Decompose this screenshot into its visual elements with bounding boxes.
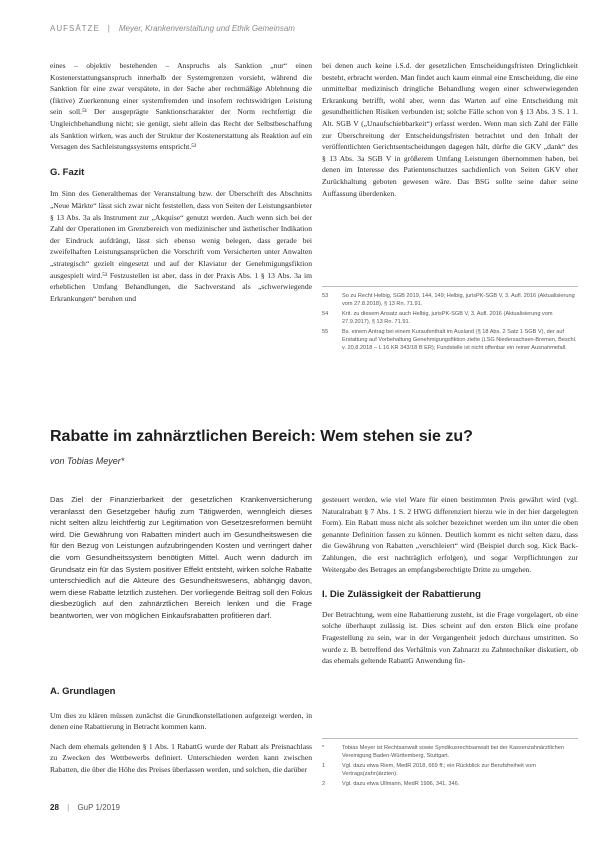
header-section: AUFSÄTZE (50, 24, 100, 33)
footnote-text: So zu Recht Helbig, SGB 2019, 144, 149; Helbig, jurisPK-SGB V, 3. Aufl. 2016 (Aktualisierung vom 27.8.2018), § 13 Rn. 71.91. (342, 293, 575, 307)
grundlagen-paragraph-2: Nach dem ehemals geltenden § 1 Abs. 1 RabattG wurde der Rabatt als Preisnachlass zu Zwecken des Wettbewerbs definiert. Unterschieden werden kann zwischen Rabatten, die über die Höhe des Preises überlassen werden, und solchen, die darüber (50, 741, 312, 774)
right-paragraph-1: gesteuert werden, wie viel Ware für einen bestimmten Preis gewährt wird (vgl. Naturalrabatt § 7 Abs. 1 S. 2 HWG differenziert hierzu wie in der hier dargelegten Form). Ein Rabatt muss nicht als solcher bezeichnet werden um ihn unter die oben genannte Definition fassen zu können. Deutlich kommt es nicht selten dazu, dass die Gewährung von Rabatten „verschleiert“ wird (Beispiel durch sog. Kick Back-Zahlungen, die erst nachträglich erfolgen), und sogar Verpflichtungen zur Weitergabe des Betrages an empfangsberechtigte Dritte zu umgehen. (322, 495, 578, 574)
footnote-text: Vgl. dazu etwa Riem, MedR 2018, 669 ff.; ein Rückblick zur Berufsfreiheit vom Vertrags(zahn)ärzten). (342, 763, 536, 777)
footnote-rule (322, 286, 578, 287)
top-left-paragraph-2: Im Sinn des Generalthemas der Veranstaltung bzw. der Überschrift des Abschnitts „Neue Märkte“ lässt sich zwar nicht feststellen, dass von Seiten der Leistungsanbieter § 13 Abs. 3a als Instrument zur „Akquise“ genutzt werden. Auch wenn sich bei der Zahl der Operationen im Grenzbereich von medizinischer und ästhetischer Indikation der Eindruck aufdrängt, lässt sich ebenso wenig belegen, dass gerade bei zweifelhaften Leistungsansprüchen die Vorschrift vom Versicherten unter Anwalten „strategisch“ gezielt eingesetzt und auf der Klaviatur der Genehmigungsfiktion ausgespielt wird.⁵³ Festzustellen ist aber, dass in der Praxis Abs. 1 § 13 Abs. 3a im erheblichen Umfang Behandlungen, die Sachverstand als „schwerwiegende Erkrankungen“ beruhen und (50, 189, 312, 303)
footnote-item (322, 762, 578, 778)
article-title: Rabatte im zahnärztlichen Bereich: Wem stehen sie zu? (50, 428, 473, 445)
footnote-item (322, 744, 578, 760)
top-right-column (322, 60, 578, 199)
article-right-column (322, 494, 578, 667)
top-footnotes (322, 292, 578, 354)
article-footnotes (322, 744, 578, 790)
footnote-text: Krit. zu diesem Ansatz auch Helbig, jurisPK-SGB V, 3. Aufl. 2016 (Aktualisierung vom 27.9.2017), § 13 Rn. 71.91. (342, 311, 553, 325)
footnote-number: 1 (322, 763, 326, 769)
header-subtitle: Meyer, Krankenverstaltung und Ethik Gemeinsam (118, 24, 295, 33)
footer-separator: | (67, 803, 70, 812)
grundlagen-paragraph-1: Um dies zu klären müssen zunächst die Grundkonstellationen aufgezeigt werden, in denen eine Rabattierung in Betracht kommen kann. (50, 710, 312, 732)
top-right-paragraph-1: bei denen auch keine i.S.d. der gesetzlichen Entscheidungsfristen Dringlichkeit besteht, erbracht werden. Man findet auch kaum einmal eine Entscheidung, die eine unmittelbar medizinisch dringliche Behandlung wegen einer schwerwiegenden Erkrankung betrifft, wohl aber, wenn das Warten auf eine Entscheidung mit gesundheitlichen Risiken verbunden ist; solche Fälle schon von § 13 Abs. 3 S. 1 1. Alt. SGB V („Unaufschiebbarkeit“) erfasst werden. Wenn man sich Zahl der Fälle zur Überschreitung der Entscheidungsfristen betrachtet und den Inhalt der veröffentlichten Gerichtsentscheidungen dagegen hält, dürfte die GKV „dank“ des § 13 Abs. 3a SGB V in größerem Umfang Leistungen übernommen haben, bei denen im Interesse des Patientenschutzes sachdienlich von Seiten GKV eher Zurückhaltung geboten gewesen wäre. Das BSG sollte seine daher seine Auffassung überdenken. (322, 61, 578, 198)
article-author: von Tobias Meyer* (50, 456, 125, 466)
top-left-paragraph-1: eines – objektiv bestehenden – Anspruchs als Sanktion „nur“ einen Kostenerstattungsanspruch innerhalb der Systemgrenzen vorsieht, während die Sanktion für eine zwar verspätete, in der Sache aber rechtmäßige Ablehnung die (fiktive) Zuerkennung einer systemfremden und insofern rechtswidrigen Leistung sein soll.⁵¹ Der ausgeprägte Sanktionscharakter der Norm rechtfertigt die Ungleichbehandlung nicht; sie genügt, sieht allein das Recht der Selbstbeschaffung als Sanktion wirken, was auch der Struktur der Kostenerstattung als Reaktion auf ein Versagen des Sachleistungssystems entspricht.⁵² (50, 61, 312, 152)
grundlagen-heading: A. Grundlagen (50, 686, 116, 697)
footnote-text: Vgl. dazu etwa Ullmann, MedR 1996, 341, 346. (342, 781, 460, 787)
top-left-column (50, 60, 312, 304)
article-abstract: Das Ziel der Finanzierbarkeit der gesetzlichen Krankenversicherung veranlasst den Gesetzgeber häufig zum Tätigwerden, wenngleich dieses nicht selten allzu leichtfertig zur Legitimation von Gesetzesreformen bemüht wird. Die Gewährung von Rabatten mindert auch im Gesundheitswesen die für den Bezug von Leistungen aufzubringenden Kosten und verringert daher die vom Gesundheitssystem benötigten Mittel. Auch wenn dadurch im Grundsatz ein für das System positiver Effekt entsteht, wirken solche Rabatte unterschiedlich auf die Akteure des Gesundheitswesens, abhängig davon, wem diese Rabatte letztlich zustehen. Der vorliegende Beitrag soll den Fokus diesbezüglich auf den zahnärztlichen Bereich lenken und die Frage beantworten, wer von möglichen Einkaufsrabatten profitieren darf. (50, 495, 312, 620)
footnote-number: 55 (322, 329, 329, 335)
footnote-item (322, 310, 578, 326)
footnote-text: Bs. einem Antrag bei einem Kuraufenthalt im Ausland (§ 18 Abs. 2 Satz 1 SGB V), der auf Erstattung auf Vorbehaltung Genehmigungsfiktion zielte (LSG Niedersachsen-Bremen, Beschl. v. 20.8.2018 – L 16 KR 343/18 B ER); Fundstelle ist nicht offenbar ein reiner Ausnahmefall. (342, 329, 577, 351)
right-paragraph-2: Der Betrachtung, wem eine Rabattierung zusteht, ist die Frage vorgelagert, ob eine solche überhaupt zulässig ist. Dies scheint auf den ersten Blick eine profane Fragestellung zu sein, war in der Vergangenheit jedoch durchaus umstritten. So wurde z. B. betreffend des Verhältnis von Zahnarzt zu Zahntechniker diskutiert, ob das ehemals geltende RabattG Anwendung fin- (322, 609, 578, 666)
fazit-heading: G. Fazit (50, 166, 85, 178)
page-number: 28 (50, 803, 59, 812)
footnote-number: 2 (322, 781, 326, 787)
footnote-item (322, 328, 578, 352)
footnote-item (322, 292, 578, 308)
footnote-number: 54 (322, 311, 329, 317)
footnote-number: 53 (322, 293, 329, 299)
zulaessigkeit-heading: I. Die Zulässigkeit der Rabattierung (322, 589, 481, 601)
footnote-number: * (322, 745, 325, 751)
grundlagen-section (50, 686, 312, 776)
article-footnote-rule (322, 738, 578, 739)
running-header (50, 24, 295, 33)
footnote-text: Tobias Meyer ist Rechtsanwalt sowie Syndikusrechtsanwalt bei der Kassenzahnärztlichen Vereinigung Baden-Württemberg, Stuttgart. (342, 745, 564, 759)
page-footer (50, 803, 120, 812)
journal-issue: GuP 1/2019 (77, 803, 121, 812)
footnote-item (322, 780, 578, 788)
header-separator: | (107, 24, 111, 33)
